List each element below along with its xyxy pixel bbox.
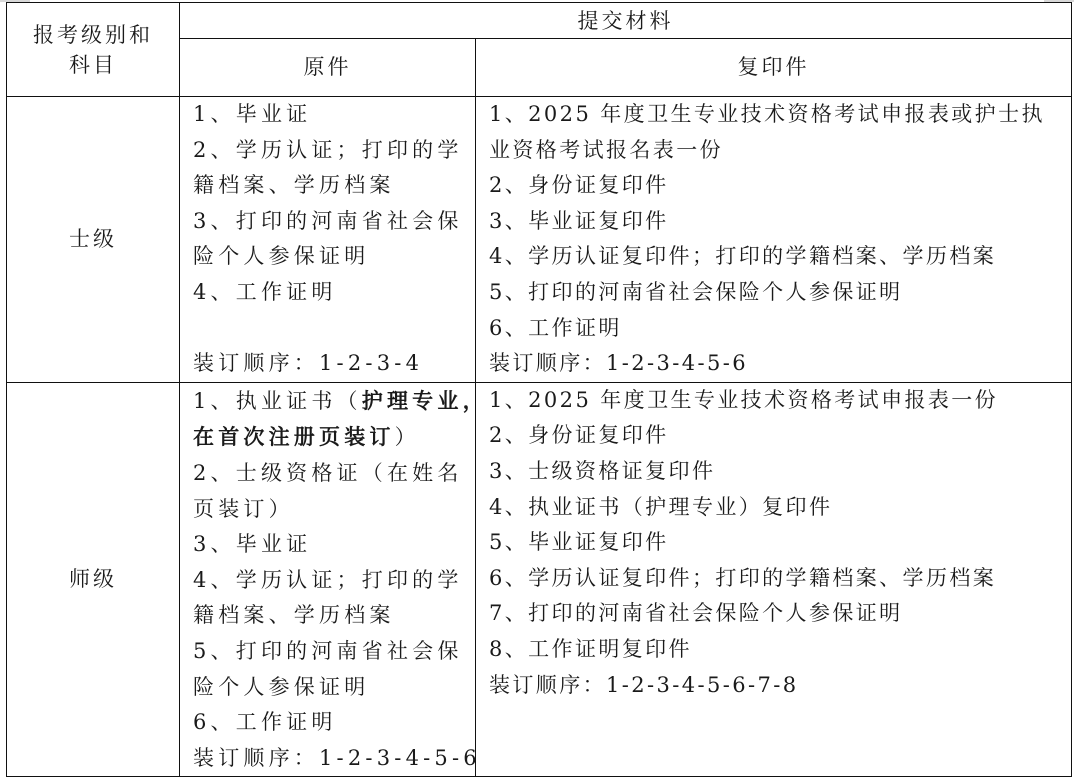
list-item: 7、打印的河南省社会保险个人参保证明 [489,601,903,626]
list-item-emphasis: 护理专业， [361,387,488,413]
list-item-text: ） [394,425,420,450]
materials-table [6,2,1072,777]
binding-order: 装订顺序：1-2-3-4 [193,351,424,376]
grade-cell: 师级 [7,382,180,777]
binding-order: 装订顺序：1-2-3-4-5-6 [489,351,749,376]
list-item: 5、毕业证复印件 [489,530,669,555]
list-item: 3、打印的河南省社会保 [193,208,463,233]
list-item: 6、学历认证复印件；打印的学籍档案、学历档案 [489,565,997,590]
list-item: 4、学历认证；打印的学 [193,567,463,592]
table-row-shi-master-level [7,382,1072,777]
list-item: 3、毕业证复印件 [489,208,669,233]
list-item-emphasis: 在首次注册页装订 [193,424,395,450]
binding-order: 装订顺序：1-2-3-4-5-6 [193,745,481,770]
header-grade-subject-line1: 报考级别和 [33,22,153,47]
list-item: 1、毕业证 [193,102,312,126]
list-item: 6、工作证明 [193,710,337,735]
list-item: 险个人参保证明 [193,244,370,269]
table-row-shi-level [7,97,1072,383]
header-submit-materials: 提交材料 [180,3,1072,39]
list-item: 1、2025 年度卫生专业技术资格考试申报表或护士执 [489,102,1045,126]
header-copies: 复印件 [476,39,1072,97]
list-item: 3、士级资格证复印件 [489,458,716,483]
list-item-text: 1、执业证书（ [193,388,362,413]
list-item: 2、身份证复印件 [489,173,669,198]
list-item [193,419,467,456]
list-item: 险个人参保证明 [193,674,370,699]
binding-order: 装订顺序：1-2-3-4-5-6-7-8 [489,672,799,697]
list-item: 6、工作证明 [489,315,622,340]
list-item: 3、毕业证 [193,532,312,557]
list-item: 8、工作证明复印件 [489,636,692,661]
copies-cell [476,97,1072,383]
header-grade-subject [7,3,180,97]
list-item: 籍档案、学历档案 [193,173,395,198]
copies-cell [476,382,1072,777]
list-item: 1、2025 年度卫生专业技术资格考试申报表一份 [489,387,999,412]
list-item: 2、士级资格证（在姓名 [193,460,463,485]
list-item: 业资格考试报名表一份 [489,137,723,162]
blank-line [193,311,467,347]
header-row-1 [7,3,1072,39]
list-item: 5、打印的河南省社会保 [193,638,463,663]
list-item: 籍档案、学历档案 [193,603,395,628]
originals-cell [180,382,488,777]
header-grade-subject-line2: 科目 [69,52,117,77]
list-item: 4、工作证明 [193,279,337,304]
originals-cell [180,97,476,383]
list-item: 5、打印的河南省社会保险个人参保证明 [489,279,903,304]
grade-cell: 士级 [7,97,180,383]
list-item: 4、学历认证复印件；打印的学籍档案、学历档案 [489,244,997,269]
list-item [193,383,488,420]
list-item: 4、执业证书（护理专业）复印件 [489,494,833,519]
header-originals: 原件 [180,39,476,97]
list-item: 2、身份证复印件 [489,423,669,448]
list-item: 2、学历认证；打印的学 [193,137,463,162]
list-item: 页装订） [193,496,294,521]
